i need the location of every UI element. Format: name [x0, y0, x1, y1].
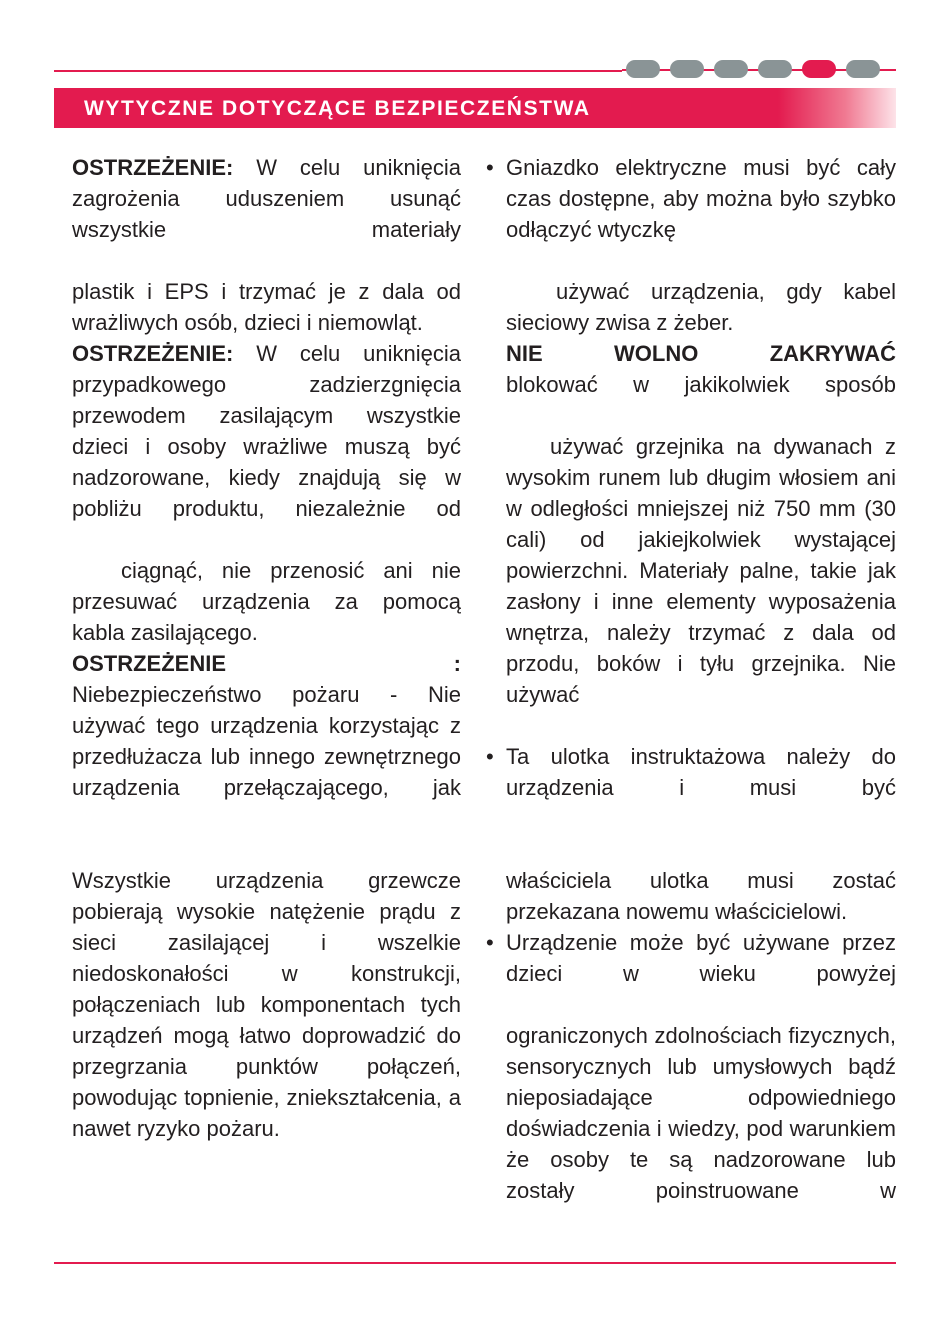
text-gap — [486, 710, 896, 741]
text-gap — [506, 245, 896, 276]
warning-label: OSTRZEŻENIE: — [72, 155, 234, 180]
bullet-mark: • — [486, 744, 494, 769]
text-gap — [72, 245, 461, 276]
warning-text: W celu uniknięcia zagrożenia uduszeniem usunąć wszystkie materiały — [72, 155, 461, 242]
warning-label: OSTRZEŻENIE: — [72, 341, 234, 366]
warning-fire-label-line — [72, 648, 461, 679]
text-gap — [72, 524, 461, 555]
carpet-distance-text: używać grzejnika na dywanach z wysokim runem lub długim włosiem ani w odległości mniejszej niż 750 mm (30 cali) od jakiejkolwiek wystającej powierzchni. Materiały palne, takie jak zasłony i inne elementy wyposażenia wnętrza, należy trzymać z dala od przodu, boków i tyłu grzejnika. Nie używać — [506, 434, 896, 707]
warning-fire-text: Niebezpieczeństwo pożaru - Nie używać tego urządzenia korzystając z przedłużacza lub innego zewnętrznego urządzenia przełączającego, jak — [72, 682, 461, 800]
page-dot-6 — [846, 60, 880, 78]
page-indicator — [622, 58, 896, 80]
warning-strangulation-continued: ciągnąć, nie przenosić ani nie przesuwać urządzenia za pomocą kabla zasilającego. — [72, 558, 461, 645]
page-dot-4 — [758, 60, 792, 78]
bottom-divider-line — [54, 1262, 896, 1264]
warning-suffocation-continued: plastik i EPS i trzymać je z dala od wrażliwych osób, dzieci i niemowląt. — [72, 279, 461, 335]
cable-text: używać urządzenia, gdy kabel sieciowy zwisa z żeber. — [506, 279, 896, 335]
text-gap — [506, 989, 896, 1020]
top-divider-line — [54, 70, 622, 72]
warning-colon: : — [453, 651, 461, 676]
bullet-mark: • — [486, 155, 494, 180]
text-gap — [506, 400, 896, 431]
leaflet-owner-text: właściciela ulotka musi zostać przekazana nowemu właścicielowi. — [506, 868, 896, 924]
do-not-cover-line — [506, 338, 896, 369]
list-item-leaflet — [486, 741, 896, 927]
socket-text: Gniazdko elektryczne musi być cały czas dostępne, aby można było szybko odłączyć wtyczkę — [506, 155, 896, 242]
page-dot-1 — [626, 60, 660, 78]
warning-text: W celu uniknięcia przypadkowego zadzierzgnięcia przewodem zasilającym wszystkie dzieci i osoby wrażliwe muszą być nadzorowane, kiedy znajdują się w pobliżu produktu, niezależnie od — [72, 341, 461, 521]
warning-label: OSTRZEŻENIE — [72, 651, 227, 676]
warning-strangulation — [72, 338, 461, 524]
limited-abilities-text: ograniczonych zdolnościach fizycznych, sensorycznych lub umysłowych bądź nieposiadające odpowiedniego doświadczenia i wiedzy, pod warunkiem że osoby te są nadzorowane lub zostały poinstruowane w — [506, 1023, 896, 1203]
right-column — [486, 152, 896, 1206]
page-dot-5-active — [802, 60, 836, 78]
block-text: blokować w jakikolwiek sposób — [506, 372, 896, 397]
warning-suffocation — [72, 152, 461, 245]
text-gap — [506, 803, 896, 865]
page-dot-2 — [670, 60, 704, 78]
section-title: WYTYCZNE DOTYCZĄCE BEZPIECZEŃSTWA — [84, 97, 591, 120]
text-gap — [72, 803, 461, 865]
list-item-children — [486, 927, 896, 1206]
heater-current-paragraph: Wszystkie urządzenia grzewcze pobierają wysokie natężenie prądu z sieci zasilającej i wszelkie niedoskonałości w konstrukcji, połączeniach lub komponentach tych urządzeń mogą łatwo doprowadzić do przegrzania punktów połączeń, powodując topnienie, zniekształcenia, a nawet ryzyko pożaru. — [72, 868, 461, 1141]
bullet-mark: • — [486, 930, 494, 955]
left-column — [72, 152, 461, 1144]
list-item-socket — [486, 152, 896, 710]
leaflet-text: Ta ulotka instruktażowa należy do urządzenia i musi być — [506, 744, 896, 800]
page-dot-3 — [714, 60, 748, 78]
section-title-banner — [54, 88, 896, 128]
do-not-cover-bold: NIE WOLNO ZAKRYWAĆ — [506, 341, 896, 366]
children-age-text: Urządzenie może być używane przez dzieci w wieku powyżej — [506, 930, 896, 986]
